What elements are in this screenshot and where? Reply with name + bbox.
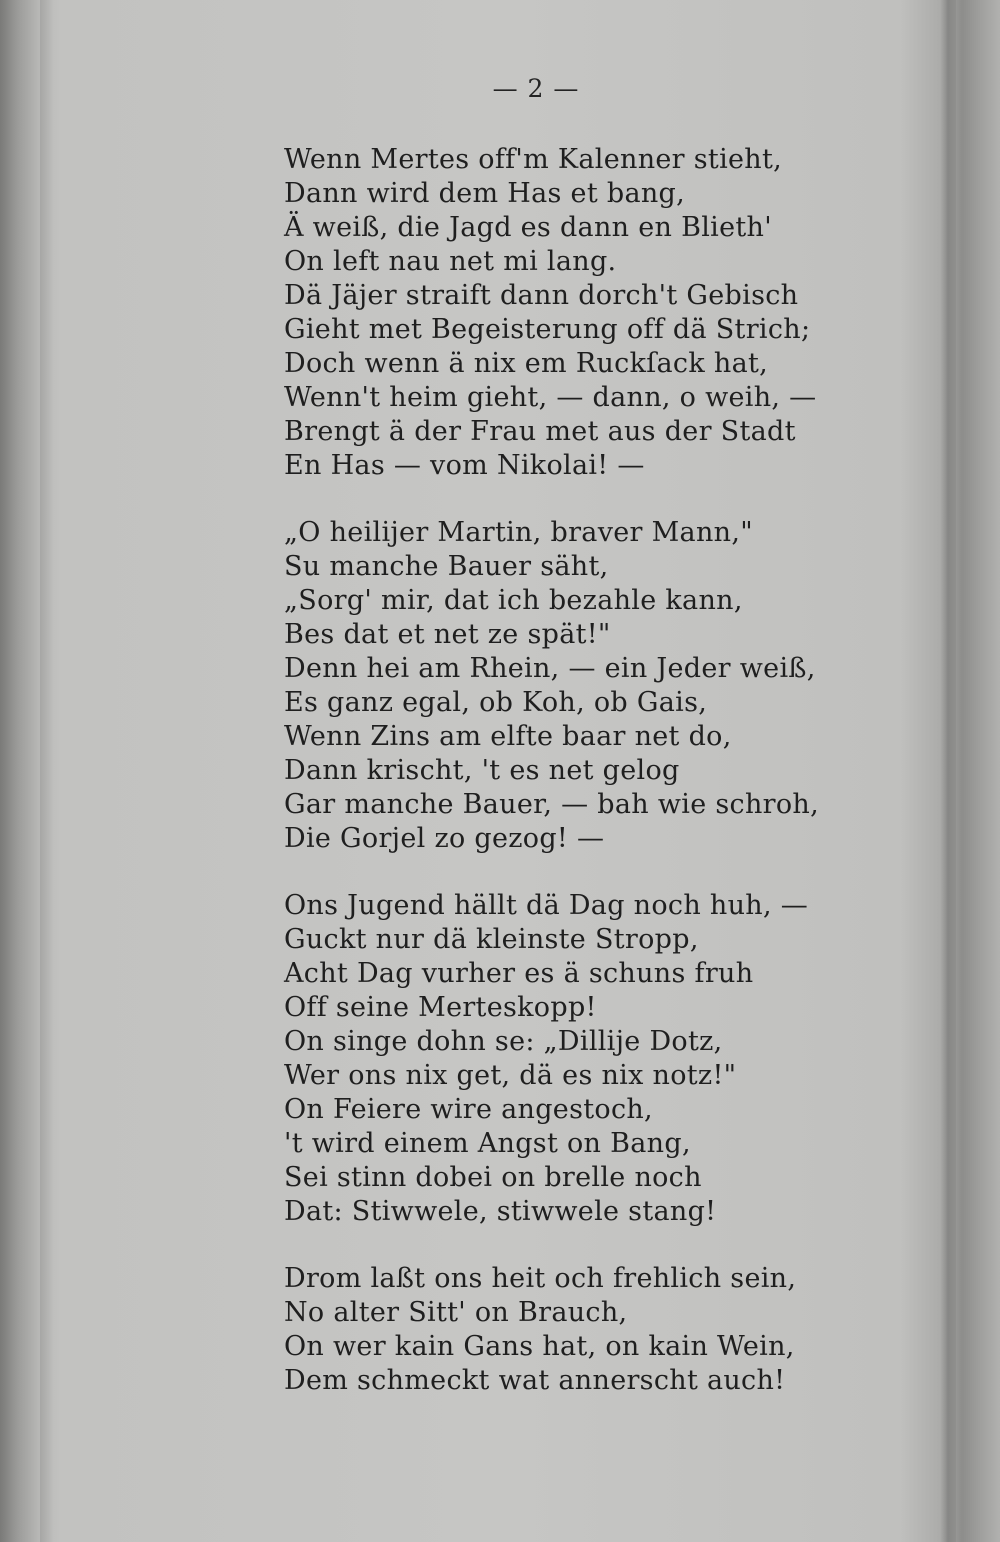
poem-line: Guckt nur dä kleinste Stropp, — [284, 924, 699, 955]
poem-line: Ä weiß, die Jagd es dann en Blieth' — [284, 212, 772, 243]
poem-line: Bes dat et net ze spät!" — [284, 619, 611, 650]
page-number: — 2 — — [492, 74, 580, 103]
poem-line: Ons Jugend hällt dä Dag noch huh, — — [284, 890, 809, 921]
poem-line: Dä Jäjer straift dann dorch't Gebisch — [284, 280, 799, 311]
poem-line: „O heilijer Martin, braver Mann," — [284, 517, 753, 548]
poem-line: On Feiere wire angestoch, — [284, 1094, 653, 1125]
stanza-4 — [284, 1262, 844, 1398]
poem-line: Dann wird dem Has et bang, — [284, 178, 686, 209]
poem-line: Wenn Mertes off'm Kalenner stieht, — [284, 144, 783, 175]
poem-line: Gieht met Begeisterung off dä Strich; — [284, 314, 811, 345]
poem-line: Su manche Bauer säht, — [284, 551, 609, 582]
poem-line: Es ganz egal, ob Koh, ob Gais, — [284, 687, 708, 718]
poem-line: En Has — vom Nikolai! — — [284, 450, 645, 481]
poem-line: Die Gorjel zo gezog! — — [284, 823, 605, 854]
poem-line: Drom laßt ons heit och frehlich sein, — [284, 1263, 797, 1294]
poem-line: „Sorg' mir, dat ich bezahle kann, — [284, 585, 743, 616]
poem-line: No alter Sitt' on Brauch, — [284, 1297, 628, 1328]
poem-line: Gar manche Bauer, — bah wie schroh, — [284, 789, 819, 820]
poem-line: Dem schmeckt wat annerscht auch! — [284, 1365, 786, 1396]
stanza-2 — [284, 516, 844, 856]
poem-line: On singe dohn se: „Dillije Dotz, — [284, 1026, 723, 1057]
poem-line: Acht Dag vurher es ä schuns fruh — [284, 958, 754, 989]
stanza-3 — [284, 889, 844, 1229]
poem-line: Wer ons nix get, dä es nix notz!" — [284, 1060, 737, 1091]
poem-line: Sei stinn dobei on brelle noch — [284, 1162, 702, 1193]
poem-line: Wenn't heim gieht, — dann, o weih, — — [284, 382, 817, 413]
poem-line: Denn hei am Rhein, — ein Jeder weiß, — [284, 653, 816, 684]
poem-line: Off seine Merteskopp! — [284, 992, 597, 1023]
poem-line: On wer kain Gans hat, on kain Wein, — [284, 1331, 795, 1362]
poem-line: Dann krischt, 't es net gelog — [284, 755, 680, 786]
poem-line: Brengt ä der Frau met aus der Stadt — [284, 416, 796, 447]
poem-line: 't wird einem Angst on Bang, — [284, 1128, 691, 1159]
poem-line: Doch wenn ä nix em Ruckſack hat, — [284, 348, 768, 379]
poem-line: On left nau net mi lang. — [284, 246, 617, 277]
stanza-1 — [284, 143, 844, 483]
poem-line: Wenn Zins am elfte baar net do, — [284, 721, 732, 752]
poem-line: Dat: Stiwwele, stiwwele stang! — [284, 1196, 717, 1227]
